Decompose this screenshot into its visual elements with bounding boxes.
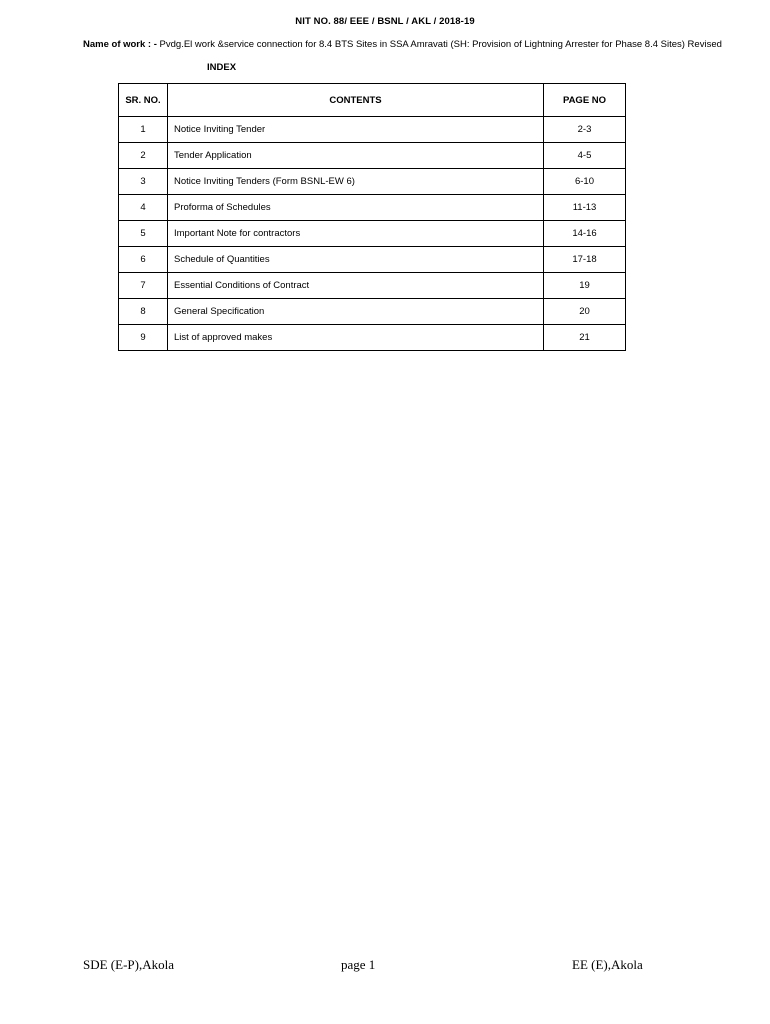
row-sr: 5 <box>119 221 168 247</box>
row-sr: 3 <box>119 169 168 195</box>
row-page: 11-13 <box>544 195 626 221</box>
col-header-sr: SR. NO. <box>119 84 168 117</box>
col-header-page: PAGE NO <box>544 84 626 117</box>
table-row <box>119 143 626 169</box>
row-page: 4-5 <box>544 143 626 169</box>
col-header-contents: CONTENTS <box>168 84 544 117</box>
name-of-work <box>83 39 723 51</box>
footer-page: page 1 <box>341 957 376 972</box>
row-content: Essential Conditions of Contract <box>168 273 544 299</box>
row-sr: 6 <box>119 247 168 273</box>
row-sr: 2 <box>119 143 168 169</box>
row-sr: 9 <box>119 325 168 351</box>
table-row <box>119 117 626 143</box>
footer-left: SDE (E-P),Akola <box>83 957 174 972</box>
table-row <box>119 325 626 351</box>
work-label: Name of work : - <box>83 39 157 50</box>
row-page: 19 <box>544 273 626 299</box>
table-row <box>119 221 626 247</box>
footer-right: EE (E),Akola <box>572 957 643 972</box>
row-page: 17-18 <box>544 247 626 273</box>
row-page: 2-3 <box>544 117 626 143</box>
table-row <box>119 273 626 299</box>
row-content: Proforma of Schedules <box>168 195 544 221</box>
table-row <box>119 247 626 273</box>
row-sr: 1 <box>119 117 168 143</box>
row-content: Tender Application <box>168 143 544 169</box>
row-content: Schedule of Quantities <box>168 247 544 273</box>
nit-number: NIT NO. 88/ EEE / BSNL / AKL / 2018-19 <box>295 16 475 27</box>
row-content: Notice Inviting Tenders (Form BSNL-EW 6) <box>168 169 544 195</box>
row-page: 20 <box>544 299 626 325</box>
row-content: General Specification <box>168 299 544 325</box>
row-content: Notice Inviting Tender <box>168 117 544 143</box>
index-table <box>118 83 626 351</box>
row-content: List of approved makes <box>168 325 544 351</box>
table-row <box>119 195 626 221</box>
row-sr: 4 <box>119 195 168 221</box>
row-page: 21 <box>544 325 626 351</box>
table-row <box>119 169 626 195</box>
table-row <box>119 299 626 325</box>
row-page: 6-10 <box>544 169 626 195</box>
row-content: Important Note for contractors <box>168 221 544 247</box>
work-text: Pvdg.El work &service connection for 8.4 BTS Sites in SSA Amravati (SH: Provision of Lightning Arrester for Phase 8.4 Sites) Revised <box>159 39 722 50</box>
table-header-row <box>119 84 626 117</box>
index-title: INDEX <box>207 62 237 73</box>
row-sr: 7 <box>119 273 168 299</box>
row-sr: 8 <box>119 299 168 325</box>
row-page: 14-16 <box>544 221 626 247</box>
